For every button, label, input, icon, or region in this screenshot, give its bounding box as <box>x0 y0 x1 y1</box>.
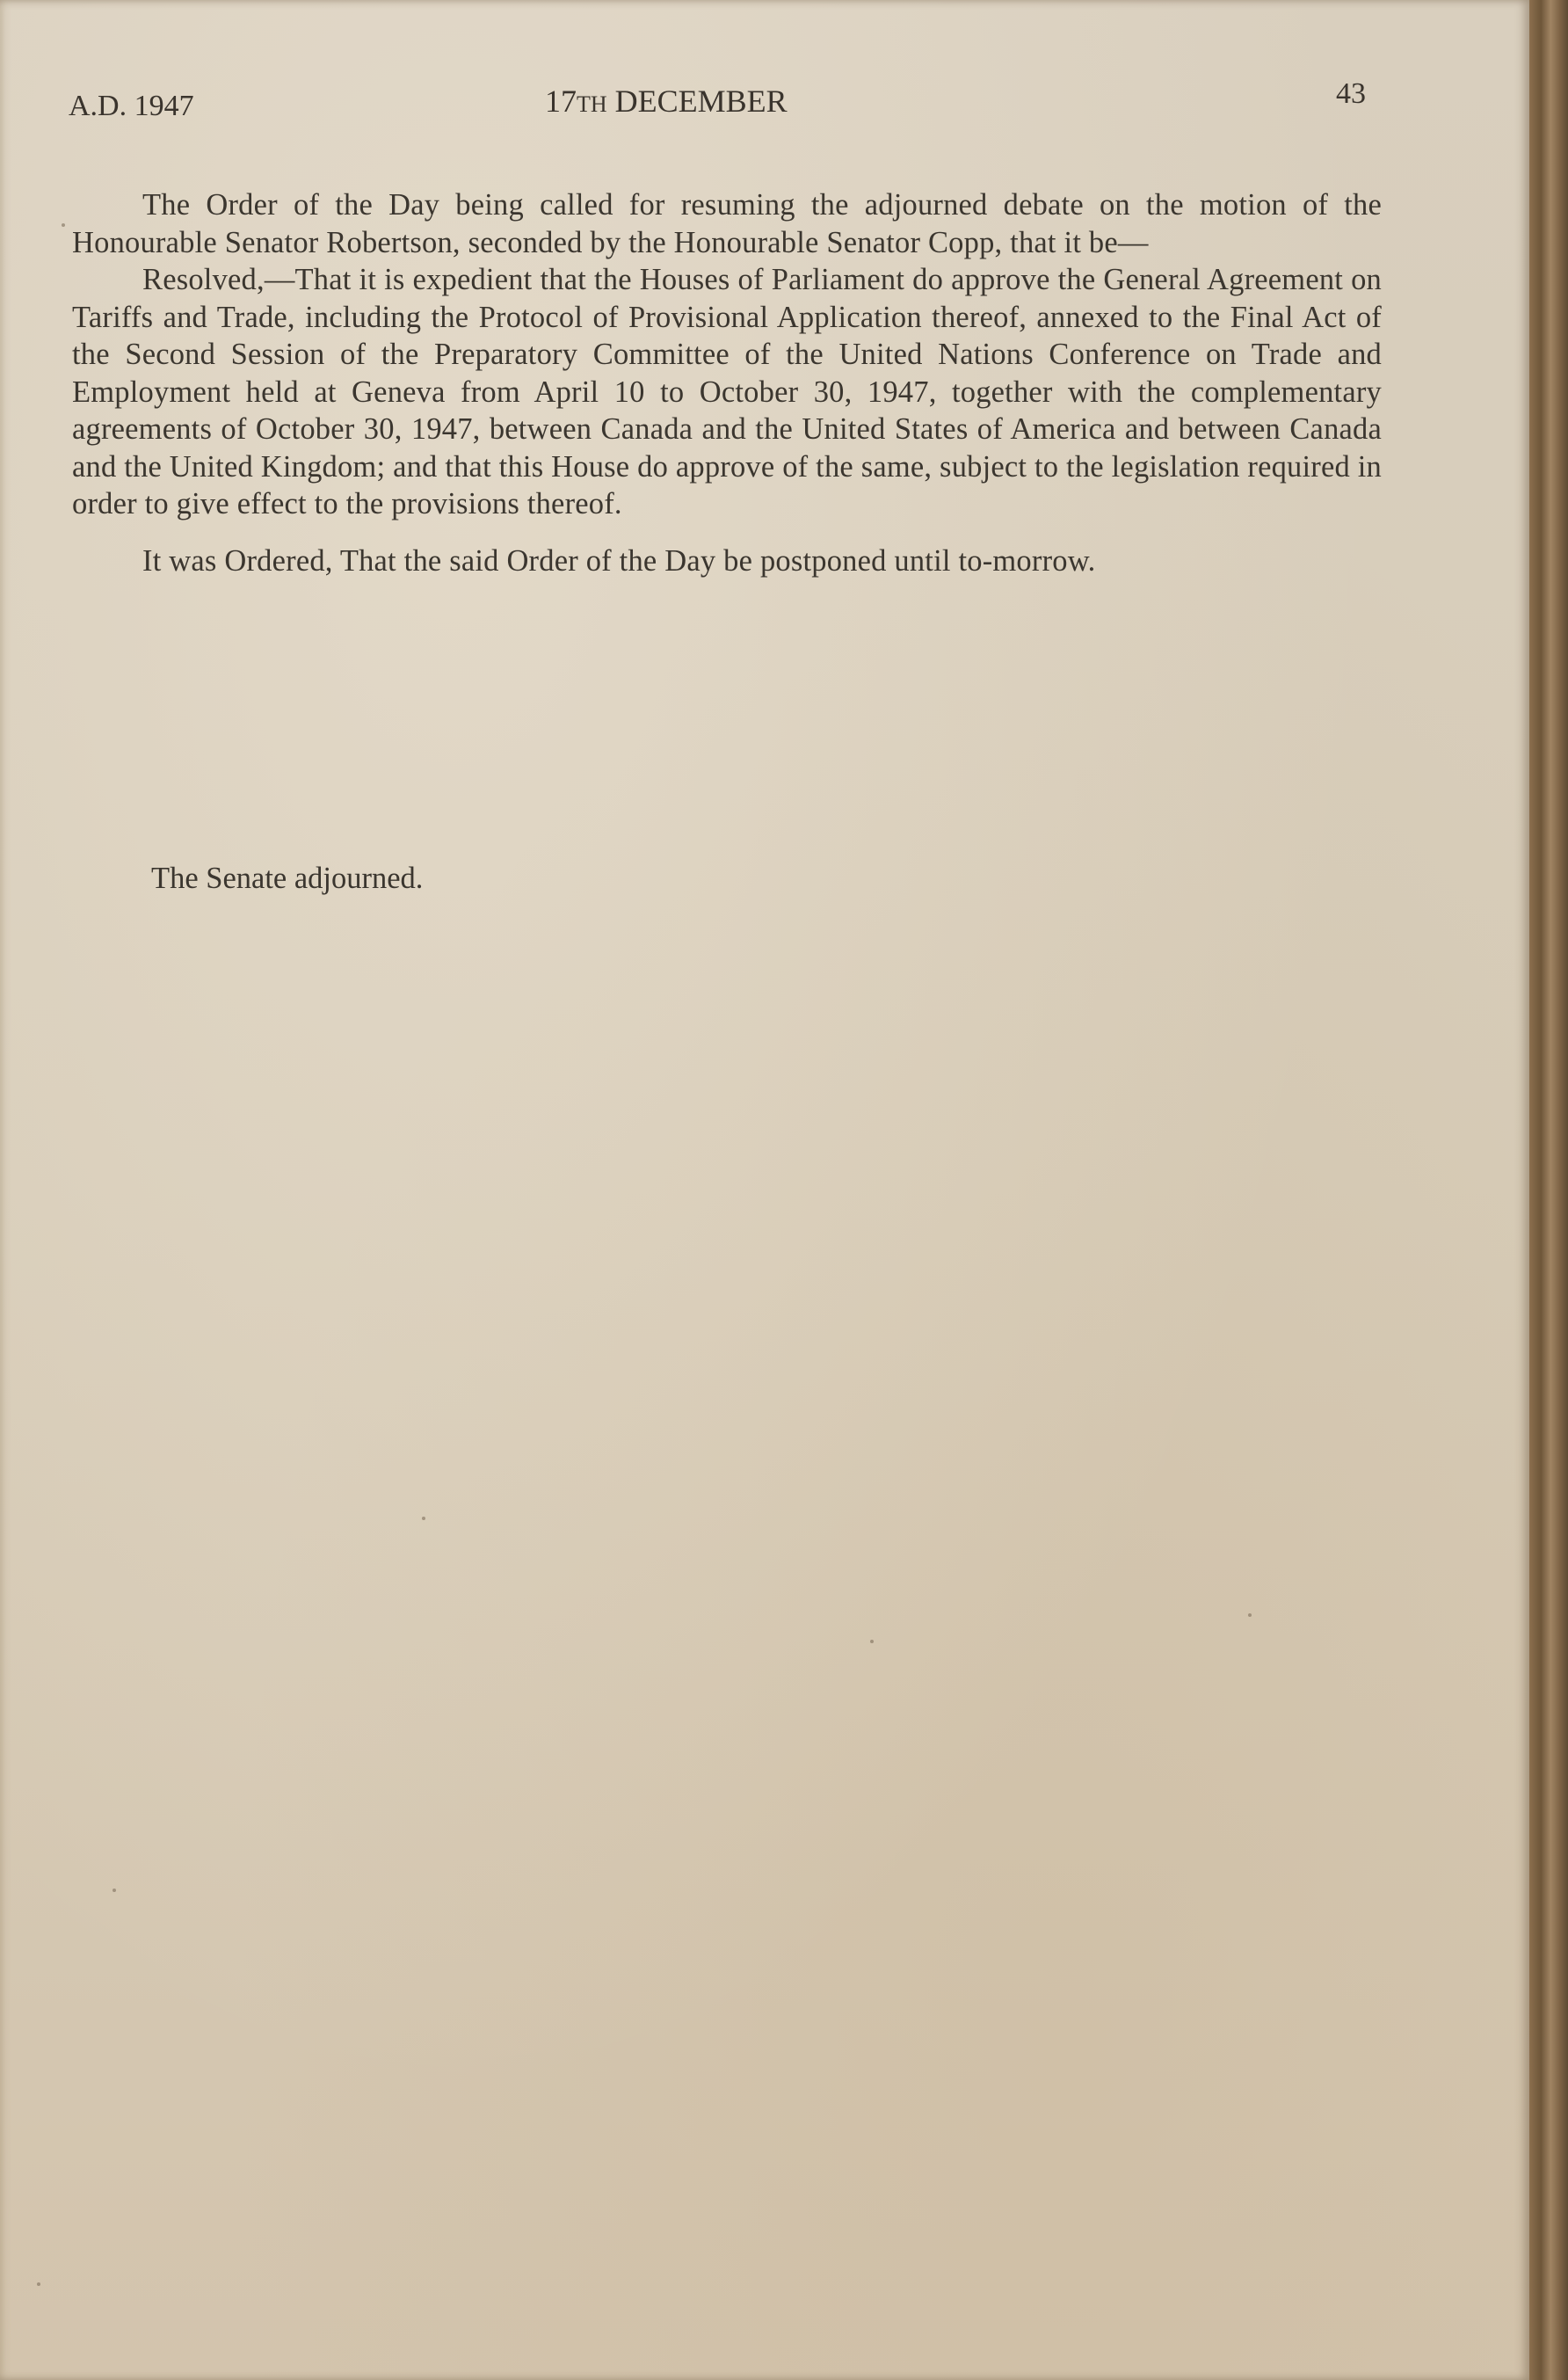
header-day: 17 <box>545 84 577 119</box>
running-header <box>0 77 1529 130</box>
paragraph-resolution: Resolved,—That it is expedient that the Houses of Parliament do approve the General Agreement on Tariffs and Trade, including the Protocol of Provisional Application thereof, annexed to the Final Act of the Second Session of the Preparatory Committee of the United Nations Conference on Trade and Employment held at Geneva from April 10 to October 30, 1947, together with the complementary agreements of October 30, 1947, between Canada and the United States of America and between Canada and the United Kingdom; and that this House do approve of the same, subject to the legislation required in order to give effect to the provisions thereof. <box>72 263 1382 520</box>
paper-speck <box>62 223 65 227</box>
header-day-suffix: TH <box>577 91 607 117</box>
paragraph-ordered: It was Ordered, That the said Order of the Day be postponed until to-morrow. <box>142 543 1096 578</box>
body-text <box>72 186 1382 579</box>
paper-speck <box>113 1889 116 1892</box>
paper-speck <box>422 1517 425 1520</box>
paper-speck <box>1248 1613 1252 1617</box>
binding-edge <box>1529 0 1568 2380</box>
header-year: A.D. 1947 <box>69 90 194 122</box>
paragraph-order-of-day: The Order of the Day being called for resuming the adjourned debate on the motion of the Honourable Senator Robertson, seconded by the Honourable Senator Copp, that it be— <box>72 188 1382 259</box>
paper-speck <box>37 2282 40 2286</box>
senate-adjourned: The Senate adjourned. <box>151 862 424 895</box>
header-month: DECEMBER <box>614 84 788 119</box>
header-date <box>545 83 788 120</box>
page-number: 43 <box>1336 77 1366 110</box>
paper-speck <box>870 1640 874 1643</box>
